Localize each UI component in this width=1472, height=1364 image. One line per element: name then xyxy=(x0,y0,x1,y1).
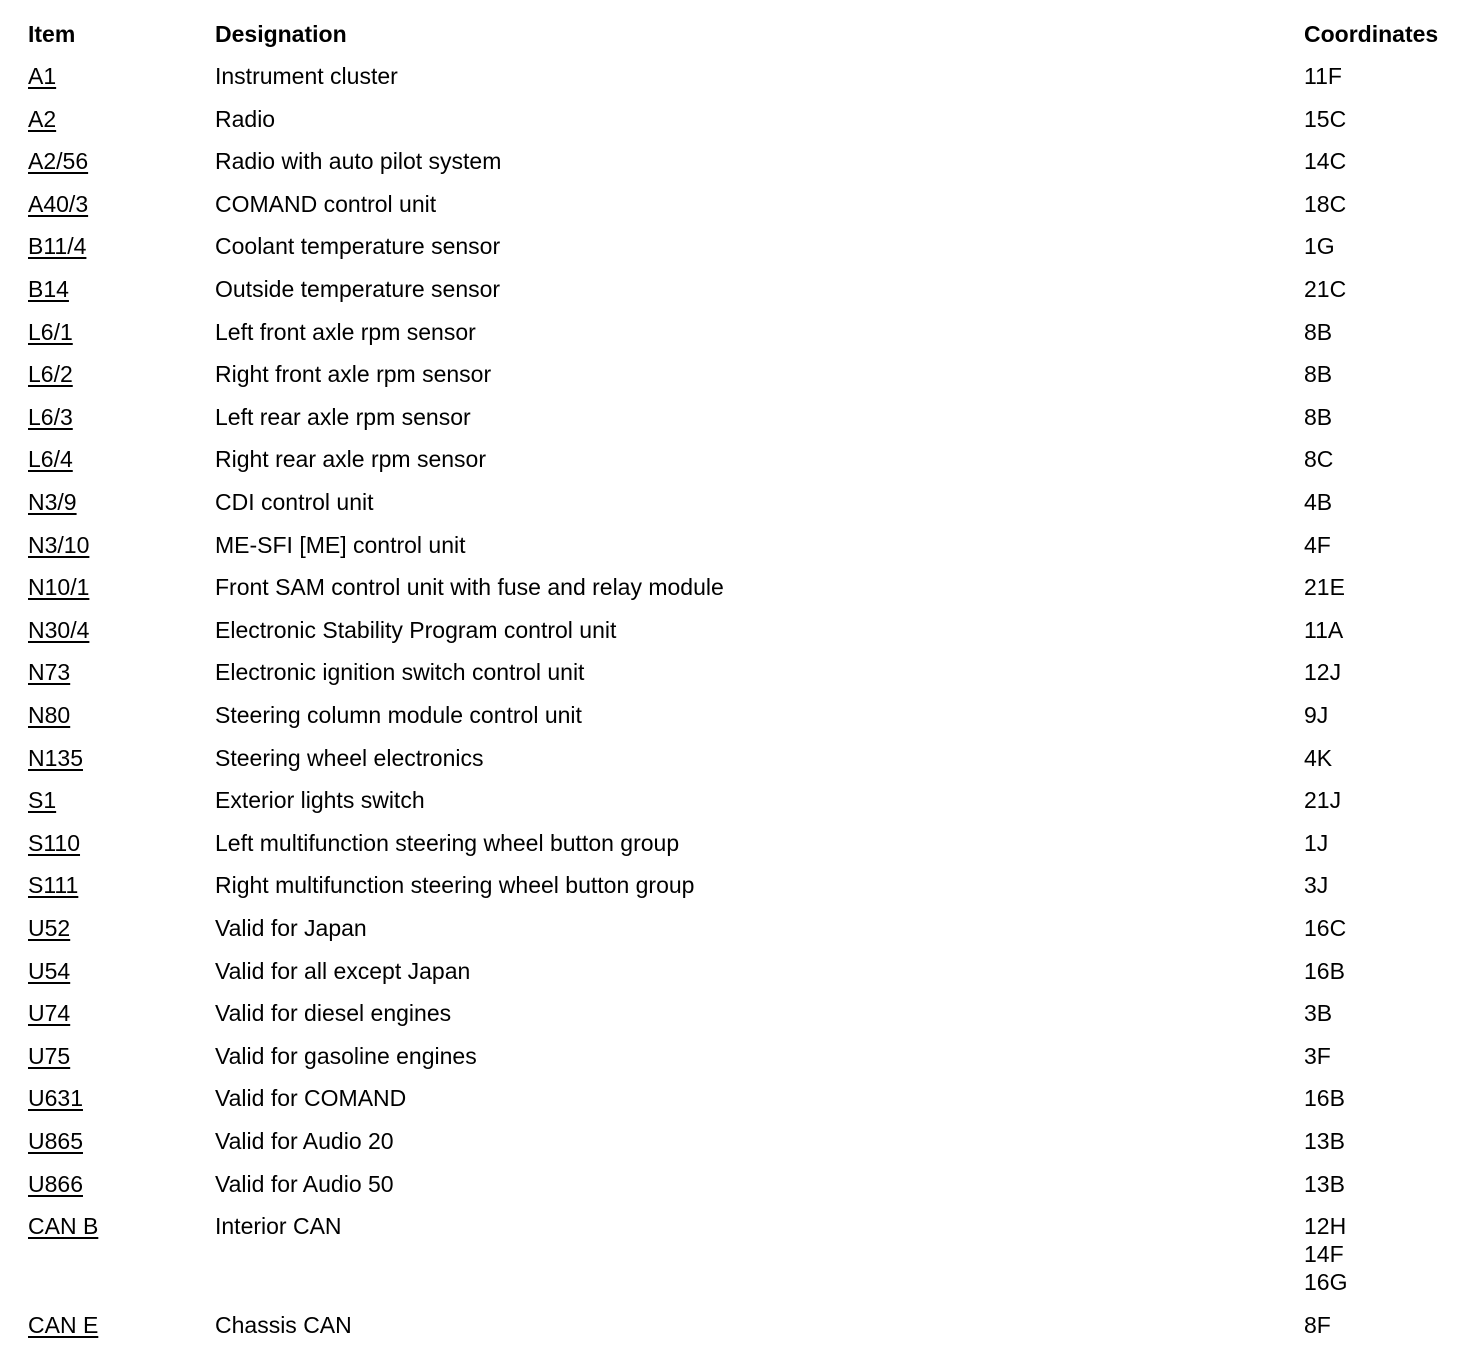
item-link[interactable]: L6/2 xyxy=(28,361,73,388)
coordinate-value: 16C xyxy=(1304,915,1347,941)
table-row xyxy=(0,1042,1472,1074)
item-link[interactable]: N3/10 xyxy=(28,531,90,558)
coordinates-cell xyxy=(1304,488,1332,516)
coordinate-value: 14F xyxy=(1304,1241,1344,1268)
designation-text: Left multifunction steering wheel button group xyxy=(215,829,680,856)
coordinate-value: 16G xyxy=(1304,1269,1348,1296)
table-row xyxy=(0,1170,1472,1202)
coordinate-value: 4F xyxy=(1304,531,1331,558)
table-row xyxy=(0,105,1472,137)
coordinates-cell xyxy=(1304,701,1328,729)
coordinate-value: 3F xyxy=(1304,1042,1331,1069)
table-row xyxy=(0,147,1472,179)
coordinate-value: 16B xyxy=(1304,1085,1345,1112)
coordinates-cell xyxy=(1304,360,1332,388)
coordinate-value: 21J xyxy=(1304,787,1342,814)
item-link[interactable]: U52 xyxy=(28,915,71,941)
designation-text: Steering wheel electronics xyxy=(215,744,484,771)
coordinates-cell xyxy=(1304,62,1342,90)
item-link[interactable]: S1 xyxy=(28,787,57,814)
coordinates-cell xyxy=(1304,105,1346,133)
coordinates-cell xyxy=(1304,1042,1331,1070)
designation-text: Outside temperature sensor xyxy=(215,276,501,302)
table-row xyxy=(0,318,1472,350)
designation-text: Exterior lights switch xyxy=(215,787,425,814)
coordinates-cell xyxy=(1304,1170,1345,1198)
designation-text: COMAND control unit xyxy=(215,190,437,217)
coordinates-cell xyxy=(1304,616,1343,644)
designation-text: Valid for COMAND xyxy=(215,1085,407,1112)
coordinates-cell xyxy=(1304,232,1335,260)
coordinate-value: 8B xyxy=(1304,403,1333,430)
coordinate-value: 3J xyxy=(1304,872,1329,899)
coordinates-cell xyxy=(1304,1212,1347,1296)
table-row xyxy=(0,658,1472,690)
coordinate-value: 8F xyxy=(1304,1311,1331,1338)
designation-text: Coolant temperature sensor xyxy=(215,233,501,260)
table-row xyxy=(0,829,1472,861)
table-row xyxy=(0,488,1472,520)
coordinate-value: 9J xyxy=(1304,702,1329,728)
coordinate-value: 8B xyxy=(1304,318,1333,345)
item-link[interactable]: S111 xyxy=(28,872,79,899)
item-link[interactable]: A40/3 xyxy=(28,190,89,217)
designation-text: Valid for gasoline engines xyxy=(215,1042,477,1069)
coordinate-value: 21E xyxy=(1304,574,1345,601)
table-row xyxy=(0,1212,1472,1296)
item-link[interactable]: B11/4 xyxy=(28,233,87,260)
item-link[interactable]: CAN B xyxy=(28,1213,99,1240)
table-row xyxy=(0,957,1472,989)
coordinate-value: 15C xyxy=(1304,105,1347,132)
designation-text: Electronic Stability Program control unit xyxy=(215,616,617,643)
table-header xyxy=(0,20,1472,52)
designation-text: Steering column module control unit xyxy=(215,702,582,728)
coordinate-value: 3B xyxy=(1304,1000,1333,1027)
item-link[interactable]: U865 xyxy=(28,1128,83,1154)
designation-text: Left rear axle rpm sensor xyxy=(215,403,471,430)
designation-text: Right rear axle rpm sensor xyxy=(215,446,486,473)
table-row xyxy=(0,914,1472,946)
item-link[interactable]: CAN E xyxy=(28,1311,99,1338)
table-row xyxy=(0,190,1472,222)
item-link[interactable]: N73 xyxy=(28,659,71,686)
table-row xyxy=(0,1084,1472,1116)
coordinate-value: 8B xyxy=(1304,361,1333,388)
item-link[interactable]: U75 xyxy=(28,1042,71,1069)
coordinate-value: 14C xyxy=(1304,148,1347,175)
coordinates-cell xyxy=(1304,871,1328,899)
designation-text: Valid for Audio 50 xyxy=(215,1170,394,1197)
table-row xyxy=(0,531,1472,563)
coordinate-value: 11F xyxy=(1304,63,1342,89)
designation-text: Right front axle rpm sensor xyxy=(215,361,492,388)
coordinate-value: 8C xyxy=(1304,446,1334,473)
coordinate-value: 11A xyxy=(1304,616,1344,643)
designation-text: CDI control unit xyxy=(215,489,374,515)
coordinate-value: 21C xyxy=(1304,276,1347,302)
item-link[interactable]: N80 xyxy=(28,702,71,728)
designation-text: Radio with auto pilot system xyxy=(215,148,502,175)
designation-text: Left front axle rpm sensor xyxy=(215,318,476,345)
item-link[interactable]: A2/56 xyxy=(28,148,89,175)
coordinates-cell xyxy=(1304,1127,1345,1155)
designation-text: Valid for Japan xyxy=(215,915,367,941)
table-row xyxy=(0,744,1472,776)
coordinate-value: 12H xyxy=(1304,1213,1347,1240)
designation-text: Chassis CAN xyxy=(215,1311,352,1338)
item-link[interactable]: L6/4 xyxy=(28,446,73,473)
designation-text: Valid for all except Japan xyxy=(215,957,471,984)
designation-text: Electronic ignition switch control unit xyxy=(215,659,585,686)
table-row xyxy=(0,999,1472,1031)
designation-text: Right multifunction steering wheel button group xyxy=(215,872,695,899)
item-link[interactable]: U54 xyxy=(28,957,71,984)
coordinates-cell xyxy=(1304,573,1345,601)
table-row xyxy=(0,871,1472,903)
item-link[interactable]: U866 xyxy=(28,1170,83,1197)
coordinates-cell xyxy=(1304,190,1346,218)
coordinates-cell xyxy=(1304,403,1332,431)
coordinate-value: 13B xyxy=(1304,1128,1345,1154)
table-row xyxy=(0,573,1472,605)
table-row xyxy=(0,403,1472,435)
coordinate-value: 16B xyxy=(1304,957,1345,984)
table-row xyxy=(0,62,1472,94)
item-link[interactable]: N3/9 xyxy=(28,489,77,515)
coordinate-value: 12J xyxy=(1304,659,1342,686)
item-link[interactable]: A2 xyxy=(28,105,57,132)
coordinates-cell xyxy=(1304,744,1332,772)
item-link[interactable]: N30/4 xyxy=(28,616,90,643)
table-row xyxy=(0,360,1472,392)
coordinates-cell xyxy=(1304,1311,1331,1339)
designation-text: Valid for Audio 20 xyxy=(215,1128,394,1154)
coordinate-value: 4B xyxy=(1304,489,1333,515)
coordinates-cell xyxy=(1304,957,1345,985)
coordinates-cell xyxy=(1304,445,1333,473)
item-link[interactable]: B14 xyxy=(28,276,69,302)
coordinates-cell xyxy=(1304,275,1346,303)
coordinate-value: 13B xyxy=(1304,1170,1345,1197)
table-row xyxy=(0,445,1472,477)
table-row xyxy=(0,275,1472,307)
table-row xyxy=(0,1311,1472,1343)
item-link[interactable]: S110 xyxy=(28,829,81,856)
item-link[interactable]: A1 xyxy=(28,63,57,89)
coordinate-value: 4K xyxy=(1304,744,1333,771)
item-link[interactable]: N135 xyxy=(28,744,83,771)
coordinate-value: 1G xyxy=(1304,233,1335,260)
item-link[interactable]: N10/1 xyxy=(28,574,90,601)
designation-text: ME-SFI [ME] control unit xyxy=(215,531,466,558)
item-link[interactable]: L6/1 xyxy=(28,318,73,345)
coordinates-cell xyxy=(1304,999,1332,1027)
item-link[interactable]: U631 xyxy=(28,1085,83,1112)
designation-text: Interior CAN xyxy=(215,1213,342,1240)
table-row xyxy=(0,1127,1472,1159)
item-link[interactable]: L6/3 xyxy=(28,403,73,430)
coordinates-cell xyxy=(1304,829,1328,857)
header-coordinates: Coordinates xyxy=(1304,21,1439,47)
coordinates-cell xyxy=(1304,531,1331,559)
designation-text: Front SAM control unit with fuse and relay module xyxy=(215,574,724,601)
table-row xyxy=(0,786,1472,818)
table-row xyxy=(0,616,1472,648)
header-item: Item xyxy=(28,21,76,47)
coordinates-cell xyxy=(1304,318,1332,346)
designation-text: Radio xyxy=(215,105,276,132)
coordinates-cell xyxy=(1304,786,1341,814)
coordinates-cell xyxy=(1304,914,1346,942)
coordinate-value: 1J xyxy=(1304,829,1329,856)
designation-text: Valid for diesel engines xyxy=(215,1000,452,1027)
designation-text: Instrument cluster xyxy=(215,63,398,89)
coordinates-cell xyxy=(1304,1084,1345,1112)
coordinates-cell xyxy=(1304,147,1346,175)
coordinates-cell xyxy=(1304,658,1341,686)
table-row xyxy=(0,701,1472,733)
table-row xyxy=(0,232,1472,264)
header-designation: Designation xyxy=(215,21,347,47)
coordinate-value: 18C xyxy=(1304,190,1347,217)
item-link[interactable]: U74 xyxy=(28,1000,71,1027)
